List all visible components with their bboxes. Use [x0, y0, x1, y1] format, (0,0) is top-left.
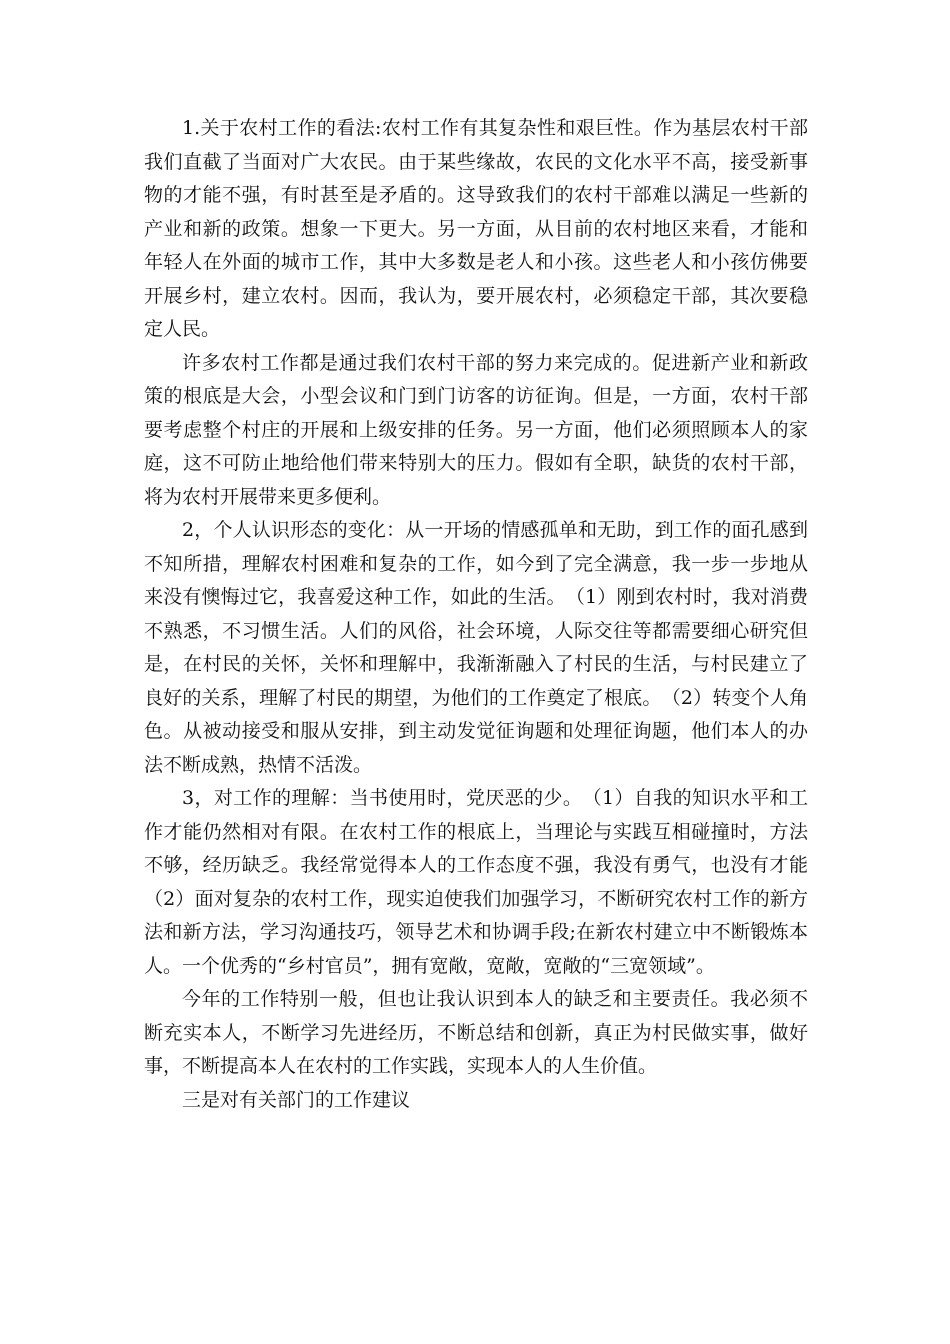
paragraph-section-heading: 三是对有关部门的工作建议 [182, 1088, 411, 1111]
paragraph-work-understanding: 3，对工作的理解：当书使用时，党厌恶的少。 （1）自我的知识水平和工作才能仍然相对有限。在农村工作的根底上，当理论与实践互相碰撞时，方法不够，经历缺乏。我经常觉得本人的工作态度不强，我没有勇气，也没有才能（2）面对复杂的农村工作，现实迫使我们加强学习，不断研究农村工作的新方法和新方法，学习沟通技巧，领导艺术和协调手段;在新农村建立中不断锻炼本人。一个优秀的“乡村官员”，拥有宽敞，宽敞，宽敞的“三宽领域”。 [144, 787, 808, 977]
paragraph-year-summary: 今年的工作特别一般，但也让我认识到本人的缺乏和主要责任。我必须不断充实本人，不断学习先进经历，不断总结和创新，真正为村民做实事，做好事，不断提高本人在农村的工作实践，实现本人的人生价值。 [144, 988, 808, 1077]
paragraph-village-cadre-effort: 许多农村工作都是通过我们农村干部的努力来完成的。促进新产业和新政策的根底是大会，小型会议和门到门访客的访征询。但是，一方面，农村干部要考虑整个村庄的开展和上级安排的任务。另一方面，他们必须照顾本人的家庭，这不可防止地给他们带来特别大的压力。假如有全职，缺货的农村干部，将为农村开展带来更多便利。 [144, 351, 808, 508]
paragraph-rural-work-view: 1.关于农村工作的看法:农村工作有其复杂性和艰巨性。作为基层农村干部我们直截了当面对广大农民。由于某些缘故，农民的文化水平不高，接受新事物的才能不强，有时甚至是矛盾的。这导致我们的农村干部难以满足一些新的产业和新的政策。想象一下更大。另一方面，从目前的农村地区来看，才能和年轻人在外面的城市工作，其中大多数是老人和小孩。这些老人和小孩仿佛要开展乡村，建立农村。因而，我认为，要开展农村，必须稳定干部，其次要稳定人民。 [144, 117, 808, 340]
document-body [144, 112, 808, 1117]
paragraph-personal-change: 2，个人认识形态的变化：从一开场的情感孤单和无助，到工作的面孔感到不知所措，理解农村困难和复杂的工作，如今到了完全满意，我一步一步地从来没有懊悔过它，我喜爱这种工作，如此的生活。 （1）刚到农村时，我对消费不熟悉，不习惯生活。人们的风俗，社会环境，人际交往等都需要细心研究但是，在村民的关怀，关怀和理解中，我渐渐融入了村民的生活，与村民建立了良好的关系，理解了村民的期望，为他们的工作奠定了根底。 （2）转变个人角色。从被动接受和服从安排，到主动发觉征询题和处理征询题，他们本人的办法不断成熟，热情不活泼。 [144, 519, 808, 776]
